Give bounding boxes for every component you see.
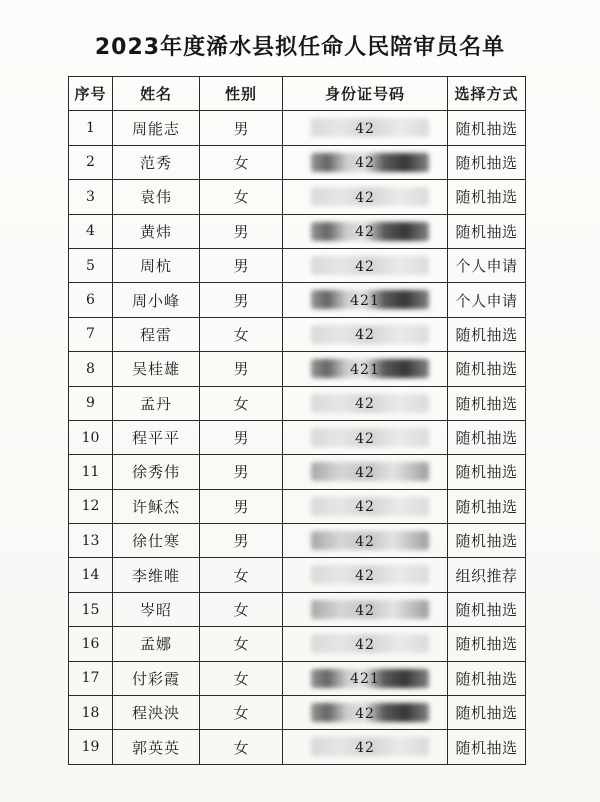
row-name: 郭英英: [113, 730, 200, 764]
id-number-visible-prefix: 421: [350, 293, 380, 310]
table-row: [69, 180, 526, 214]
row-id-number: [283, 489, 448, 523]
id-number-visible-prefix: 42: [355, 327, 375, 344]
header-name: 姓名: [113, 77, 200, 111]
row-gender: 男: [200, 352, 283, 386]
row-id-number: [283, 420, 448, 454]
table-body: [69, 111, 526, 764]
row-id-number: [283, 730, 448, 764]
row-name: 孟娜: [113, 627, 200, 661]
row-serial-number: 13: [69, 524, 113, 558]
row-selection-method: 随机抽选: [448, 352, 526, 386]
row-serial-number: 7: [69, 317, 113, 351]
row-id-number: [283, 352, 448, 386]
table-header-row: [69, 77, 526, 111]
row-gender: 女: [200, 696, 283, 730]
row-gender: 女: [200, 592, 283, 626]
header-gender: 性别: [200, 77, 283, 111]
row-name: 袁伟: [113, 180, 200, 214]
row-name: 许稣杰: [113, 489, 200, 523]
row-gender: 男: [200, 214, 283, 248]
row-id-number: [283, 627, 448, 661]
table-row: [69, 145, 526, 179]
row-selection-method: 随机抽选: [448, 627, 526, 661]
row-serial-number: 6: [69, 283, 113, 317]
row-selection-method: 个人申请: [448, 283, 526, 317]
row-name: 周杭: [113, 248, 200, 282]
row-id-number: [283, 455, 448, 489]
table-row: [69, 558, 526, 592]
row-id-number: [283, 145, 448, 179]
row-serial-number: 12: [69, 489, 113, 523]
id-number-visible-prefix: 42: [355, 636, 375, 653]
row-selection-method: 随机抽选: [448, 524, 526, 558]
row-name: 黄炜: [113, 214, 200, 248]
table-row: [69, 489, 526, 523]
row-serial-number: 19: [69, 730, 113, 764]
row-selection-method: 随机抽选: [448, 145, 526, 179]
table-row: [69, 317, 526, 351]
row-gender: 男: [200, 111, 283, 145]
juror-roster-table: [68, 76, 526, 765]
row-name: 付彩霞: [113, 661, 200, 695]
table-row: [69, 627, 526, 661]
table-row: [69, 248, 526, 282]
row-name: 徐仕寒: [113, 524, 200, 558]
header-id-number: 身份证号码: [283, 77, 448, 111]
row-serial-number: 2: [69, 145, 113, 179]
row-gender: 男: [200, 283, 283, 317]
table-row: [69, 730, 526, 764]
row-serial-number: 1: [69, 111, 113, 145]
row-name: 周能志: [113, 111, 200, 145]
table-row: [69, 214, 526, 248]
row-serial-number: 3: [69, 180, 113, 214]
table-row: [69, 283, 526, 317]
row-selection-method: 随机抽选: [448, 592, 526, 626]
row-id-number: [283, 592, 448, 626]
table-row: [69, 111, 526, 145]
row-gender: 男: [200, 248, 283, 282]
row-selection-method: 随机抽选: [448, 180, 526, 214]
row-serial-number: 8: [69, 352, 113, 386]
id-number-visible-prefix: 42: [355, 464, 375, 481]
row-selection-method: 随机抽选: [448, 420, 526, 454]
row-id-number: [283, 111, 448, 145]
row-selection-method: 随机抽选: [448, 661, 526, 695]
row-gender: 女: [200, 317, 283, 351]
row-id-number: [283, 558, 448, 592]
id-number-visible-prefix: 421: [350, 671, 380, 688]
id-number-visible-prefix: 42: [355, 224, 375, 241]
table-row: [69, 420, 526, 454]
row-name: 范秀: [113, 145, 200, 179]
row-selection-method: 随机抽选: [448, 317, 526, 351]
row-selection-method: 随机抽选: [448, 111, 526, 145]
row-serial-number: 17: [69, 661, 113, 695]
row-id-number: [283, 180, 448, 214]
row-name: 程泱泱: [113, 696, 200, 730]
table-row: [69, 696, 526, 730]
row-selection-method: 随机抽选: [448, 455, 526, 489]
row-selection-method: 随机抽选: [448, 386, 526, 420]
row-name: 吴桂雄: [113, 352, 200, 386]
row-gender: 女: [200, 558, 283, 592]
table-row: [69, 352, 526, 386]
row-name: 程平平: [113, 420, 200, 454]
row-selection-method: 随机抽选: [448, 489, 526, 523]
row-serial-number: 11: [69, 455, 113, 489]
document-title: 2023年度浠水县拟任命人民陪审员名单: [94, 35, 506, 60]
row-name: 岑昭: [113, 592, 200, 626]
row-gender: 女: [200, 730, 283, 764]
row-gender: 男: [200, 524, 283, 558]
id-number-visible-prefix: 42: [355, 121, 375, 138]
row-name: 程雷: [113, 317, 200, 351]
id-number-visible-prefix: 42: [355, 568, 375, 585]
table-row: [69, 592, 526, 626]
id-number-visible-prefix: 421: [350, 361, 380, 378]
row-serial-number: 15: [69, 592, 113, 626]
row-id-number: [283, 386, 448, 420]
row-id-number: [283, 214, 448, 248]
header-selection-method: 选择方式: [448, 77, 526, 111]
header-serial-number: 序号: [69, 77, 113, 111]
row-id-number: [283, 661, 448, 695]
row-id-number: [283, 696, 448, 730]
row-id-number: [283, 283, 448, 317]
row-gender: 男: [200, 489, 283, 523]
row-selection-method: 随机抽选: [448, 214, 526, 248]
row-name: 孟丹: [113, 386, 200, 420]
row-gender: 男: [200, 455, 283, 489]
table-row: [69, 386, 526, 420]
id-number-visible-prefix: 42: [355, 533, 375, 550]
row-gender: 男: [200, 420, 283, 454]
row-gender: 女: [200, 145, 283, 179]
id-number-visible-prefix: 42: [355, 189, 375, 206]
row-serial-number: 9: [69, 386, 113, 420]
id-number-visible-prefix: 42: [355, 396, 375, 413]
row-gender: 女: [200, 386, 283, 420]
id-number-visible-prefix: 42: [355, 258, 375, 275]
id-number-visible-prefix: 42: [355, 155, 375, 172]
row-gender: 女: [200, 661, 283, 695]
row-id-number: [283, 317, 448, 351]
id-number-visible-prefix: 42: [355, 499, 375, 516]
row-serial-number: 18: [69, 696, 113, 730]
id-number-visible-prefix: 42: [355, 430, 375, 447]
table-row: [69, 455, 526, 489]
table-row: [69, 661, 526, 695]
row-serial-number: 4: [69, 214, 113, 248]
table-row: [69, 524, 526, 558]
row-gender: 女: [200, 627, 283, 661]
row-selection-method: 个人申请: [448, 248, 526, 282]
row-selection-method: 随机抽选: [448, 696, 526, 730]
row-selection-method: 组织推荐: [448, 558, 526, 592]
row-selection-method: 随机抽选: [448, 730, 526, 764]
row-name: 周小峰: [113, 283, 200, 317]
id-number-visible-prefix: 42: [355, 602, 375, 619]
id-number-visible-prefix: 42: [355, 740, 375, 757]
row-serial-number: 14: [69, 558, 113, 592]
row-id-number: [283, 248, 448, 282]
row-gender: 女: [200, 180, 283, 214]
row-name: 徐秀伟: [113, 455, 200, 489]
row-serial-number: 10: [69, 420, 113, 454]
row-name: 李维唯: [113, 558, 200, 592]
id-number-visible-prefix: 42: [355, 705, 375, 722]
row-serial-number: 5: [69, 248, 113, 282]
row-serial-number: 16: [69, 627, 113, 661]
row-id-number: [283, 524, 448, 558]
